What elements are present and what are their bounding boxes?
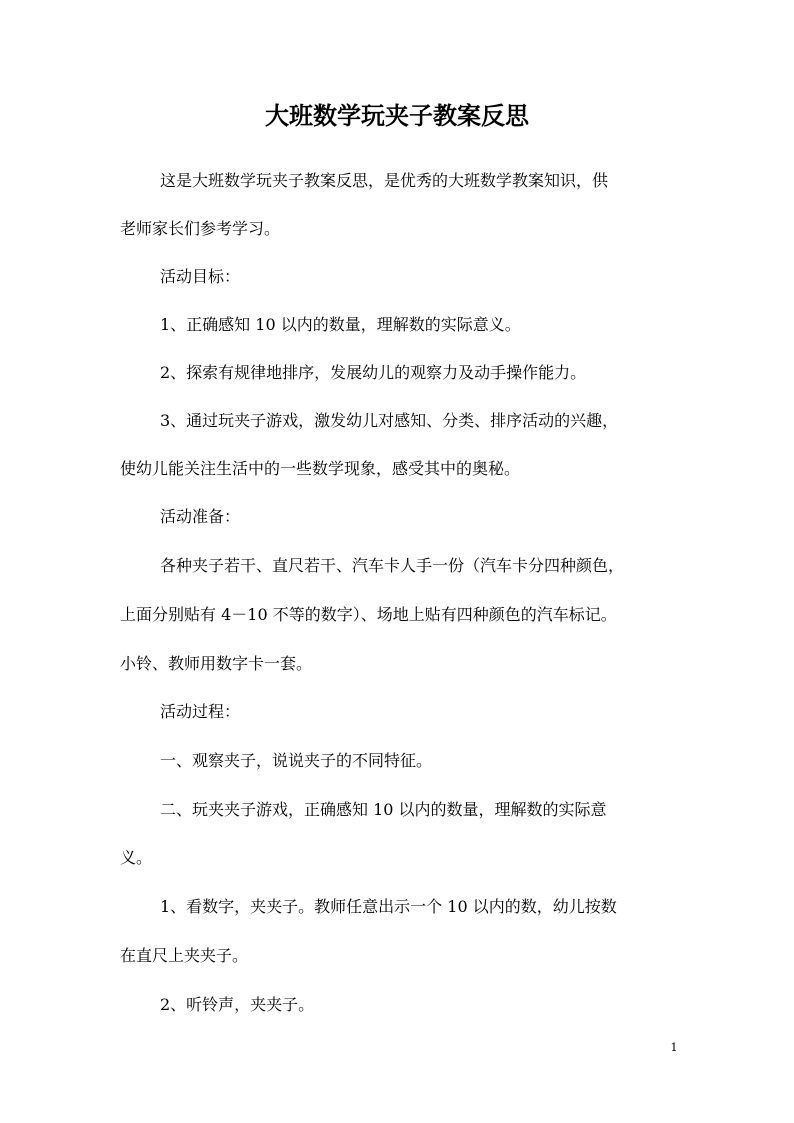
page-number: 1 — [670, 1041, 678, 1054]
paragraph-line: 一、观察夹子，说说夹子的不同特征。 — [160, 751, 433, 770]
paragraph-line: 2、探索有规律地排序，发展幼儿的观察力及动手操作能力。 — [160, 363, 587, 382]
paragraph-line: 3、通过玩夹子游戏，激发幼儿对感知、分类、排序活动的兴趣， — [160, 411, 619, 430]
section-heading: 活动准备： — [160, 507, 241, 526]
paragraph-line: 义。 — [120, 848, 153, 867]
paragraph-line: 使幼儿能关注生活中的一些数学现象，感受其中的奥秘。 — [120, 459, 521, 478]
paragraph-line: 这是大班数学玩夹子教案反思，是优秀的大班数学教案知识，供 — [160, 171, 609, 190]
paragraph-line: 上面分别贴有 4－10 不等的数字）、场地上贴有四种颜色的汽车标记。 — [120, 605, 617, 624]
paragraph-line: 2、听铃声，夹夹子。 — [160, 995, 315, 1014]
paragraph-line: 1、看数字，夹夹子。教师任意出示一个 10 以内的数，幼儿按数 — [160, 897, 617, 916]
paragraph-line: 老师家长们参考学习。 — [120, 219, 281, 238]
paragraph-line: 1、正确感知 10 以内的数量，理解数的实际意义。 — [160, 315, 521, 334]
document-title: 大班数学玩夹子教案反思 — [265, 101, 529, 130]
paragraph-line: 在直尺上夹夹子。 — [120, 946, 249, 965]
paragraph-line: 小铃、教师用数字卡一套。 — [120, 654, 313, 673]
paragraph-line: 各种夹子若干、直尺若干、汽车卡人手一份（汽车卡分四种颜色， — [160, 556, 625, 575]
section-heading: 活动过程： — [160, 702, 241, 721]
section-heading: 活动目标： — [160, 267, 241, 286]
paragraph-line: 二、玩夹夹子游戏，正确感知 10 以内的数量，理解数的实际意 — [160, 800, 607, 819]
